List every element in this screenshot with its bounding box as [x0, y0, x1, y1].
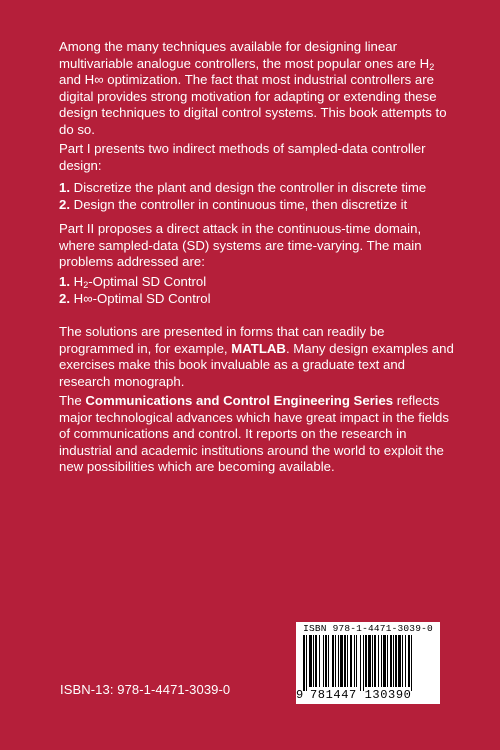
list-text: H∞-Optimal SD Control: [70, 290, 211, 306]
list-number: 1.: [59, 180, 70, 195]
list-text: Design the controller in continuous time, then discretize it: [70, 196, 408, 212]
part1-list-item: [59, 197, 459, 214]
solutions-text-a: The solutions are presented in forms that can readily be programmed in, for example,: [59, 324, 385, 356]
series-text-rest: reflects major technological advances which have great impact in the fields of communications and control. It reports on the research in industrial and academic institutions around the world to exploit the new possibilities which are becoming available.: [59, 393, 449, 475]
barcode-isbn-label: ISBN 978-1-4471-3039-0: [303, 623, 433, 634]
part2-list: [59, 274, 459, 307]
intro-text-a: Among the many techniques available for designing linear multivariable analogue controllers, the most popular ones are H: [59, 39, 430, 71]
list-number: 2.: [59, 196, 70, 212]
barcode: [296, 622, 440, 704]
barcode-digits: 781447 130390: [310, 688, 412, 702]
part2-paragraph: Part II proposes a direct attack in the continuous-time domain, where sampled-data (SD) systems are time-varying. The main problems addressed are:: [59, 221, 422, 270]
solutions-paragraph: [59, 324, 459, 390]
series-text-intro: The: [59, 393, 86, 408]
part2-list-item: [59, 291, 459, 308]
list-subscript: 2: [83, 280, 89, 290]
list-text: Discretize the plant and design the controller in discrete time: [70, 180, 427, 195]
part1-list-item: [59, 180, 459, 197]
part1-paragraph: Part I presents two indirect methods of sampled-data controller design:: [59, 141, 426, 173]
isbn-13-label: ISBN-13: 978-1-4471-3039-0: [60, 682, 231, 697]
intro-paragraph: [59, 39, 459, 139]
solutions-text-b: . Many design examples and exercises make this book invaluable as a graduate text and research monograph.: [59, 340, 454, 389]
list-number: 1.: [59, 274, 70, 289]
solutions-bold: MATLAB: [231, 340, 286, 356]
list-text: -Optimal SD Control: [88, 274, 207, 289]
barcode-bars: [303, 635, 433, 691]
part2-list-item: [59, 274, 459, 291]
intro-subscript: 2: [429, 61, 435, 72]
part1-list: [59, 180, 459, 213]
series-name: Communications and Control Engineering Series: [85, 393, 394, 408]
list-number: 2.: [59, 290, 70, 306]
intro-text-b: and H∞ optimization. The fact that most industrial controllers are digital provides strong motivation for adapting or extending these design techniques to digital control systems. This book attempts to do so.: [59, 72, 447, 137]
list-text: H: [70, 274, 84, 289]
series-paragraph: [59, 393, 459, 476]
barcode-first-digit: 9: [296, 688, 304, 702]
